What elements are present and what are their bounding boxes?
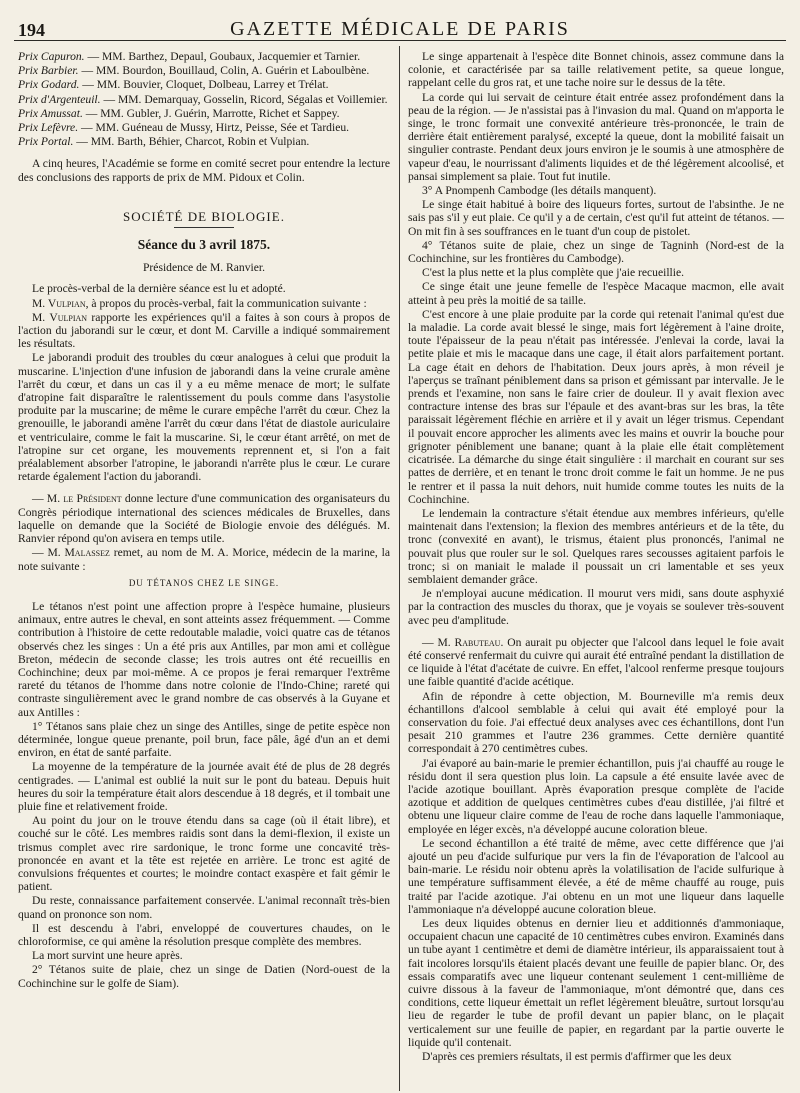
paragraph: D'après ces premiers résultats, il est permis d'affirmer que les deux bbox=[422, 1050, 732, 1064]
paragraph: Les deux liquides obtenus en dernier lieu et additionnés d'ammoniaque, occupaient chacun une capacité de 10 centimètres cubes environ. Examinés dans un tube ayant 1 centimètre et demi de diamètre intérieur, ils apparaissaient tout à fait incolores lorsqu'ils étaient placés devant une feuille de papier blanc. Or, des essais comparatifs avec une liqueur contenant seulement 1 cent-millième de cuivre dissous à la faveur de l'ammoniaque, m'ont démontré que, dans ces conditions, cette liqueur émettait un reflet légèrement bleuâtre, surtout lorsqu'au lieu de regarder le tube de profil devant un papier blanc, on le plaçait verticalement sur une feuille de papier, en regardant par la partie ouverte le liquide qu'il contenait. bbox=[408, 917, 784, 1049]
paragraph: Le lendemain la contracture s'était étendue aux membres inférieurs, qu'elle maintenait dans l'extension; la flexion des membres antérieurs et de la tête, du tronc (convexité en avant), le trismus, étaient plus prononcés, l'animal ne pouvait plus que rouler sur le sol. Quelques rares secousses agitaient parfois le tronc; si on maniait le malade il poussait un cri lamentable et ses yeux semblaient demander grâce. bbox=[408, 506, 784, 586]
prize-entry: Prix d'Argenteuil. — MM. Demarquay, Gosselin, Ricord, Ségalas et Voillemier. bbox=[18, 92, 388, 106]
paragraph: Au point du jour on le trouve étendu dans sa cage (où il était libre), et couché sur le côté. Les membres raidis sont dans la demi-flexion, il existe un trismus complet avec rire sardonique, le tronc forme une concavité très-prononcée en avant et la tête est rejetée en arrière. Le tronc est agité de convulsions fréquentes et courtes; le moindre contact exaspère et fait gémir le patient. bbox=[18, 814, 390, 894]
paragraph: Le singe appartenait à l'espèce dite Bonnet chinois, assez commune dans la colonie, et caractérisée par sa taille relativement petite, sa queue longue, rappelant celle du gros rat, et une tache noire sur le dessus de la tête. bbox=[408, 50, 784, 90]
paragraph: La moyenne de la température de la journée avait été de plus de 28 degrés centigrades. — L'animal est oublié la nuit sur le pont du bateau. Depuis huit heures du soir la température était alors descendue à 18 degrés, et il tombait une pluie fine et relativement froide. bbox=[18, 760, 390, 813]
paragraph: Il est descendu à l'abri, enveloppé de couvertures chaudes, on le chloroformise, ce qui amène la résolution presque complète des membres. bbox=[18, 921, 390, 948]
paragraph: 2° Tétanos suite de plaie, chez un singe de Datien (Nord-ouest de la Cochinchine sur le golfe de Siam). bbox=[18, 963, 390, 990]
paragraph: Le singe était habitué à boire des liqueurs fortes, surtout de l'absinthe. Je ne sais pas s'il y eut plaie. Ce qu'il y a de certain, c'est qu'il fut atteint de tétanos. — On mit fin à ses souffrances en le tuant d'un coup de pistolet. bbox=[408, 198, 784, 238]
paragraph: M. Vulpian, à propos du procès-verbal, fait la communication suivante : bbox=[32, 296, 367, 310]
journal-title: GAZETTE MÉDICALE DE PARIS bbox=[230, 18, 570, 40]
paragraph: Afin de répondre à cette objection, M. Bourneville m'a remis deux échantillons d'alcool semblable à celui qui avait été employé pour la conservation du foie. J'ai effectué deux analyses avec ces échantillons, dont l'un pesait 210 grammes et l'autre 236 grammes. Cette dernière quantité correspondait à 270 centimètres cubes. bbox=[408, 689, 784, 756]
left-column bbox=[18, 50, 390, 1090]
prize-entry: Prix Lefèvre. — MM. Guéneau de Mussy, Hirtz, Peisse, Sée et Tardieu. bbox=[18, 121, 350, 135]
prize-entry: Prix Godard. — MM. Bouvier, Cloquet, Dolbeau, Larrey et Trélat. bbox=[18, 78, 329, 92]
page-header bbox=[14, 14, 786, 41]
paragraph: 3° A Pnompenh Cambodge (les détails manquent). bbox=[422, 184, 657, 198]
paragraph: — M. Malassez remet, au nom de M. A. Morice, médecin de la marine, la note suivante : bbox=[18, 546, 390, 573]
article-title: DU TÉTANOS CHEZ LE SINGE. bbox=[128, 577, 280, 588]
column-divider bbox=[399, 46, 400, 1091]
paragraph: J'ai évaporé au bain-marie le premier échantillon, puis j'ai chauffé au rouge le résidu dont il sera question plus loin. La capsule a été ensuite lavée avec de l'acide azotique bouillant. Après évaporation presque complète de l'acide azotique et addition de quelques centimètres cubes d'eau distillée, j'ai filtré et obtenu une liqueur claire comme de l'eau de roche dans laquelle l'ammoniaque, employée en léger excès, n'a développé aucune coloration bleue. bbox=[408, 756, 784, 836]
paragraph: 1° Tétanos sans plaie chez un singe des Antilles, singe de petite espèce non déterminée, longue queue prenante, poil brun, face pâle, âgé d'un an et demi environ, en état de santé parfaite. bbox=[18, 719, 390, 760]
session-title: Séance du 3 avril 1875. bbox=[137, 237, 271, 253]
paragraph: M. Vulpian rapporte les expériences qu'il a faites à son cours à propos de l'action du jaborandi sur le cœur, et dont M. Carville a indiqué sommairement les résultats. bbox=[18, 310, 390, 351]
paragraph: — M. Rabuteau. On aurait pu objecter que l'alcool dans lequel le foie avait été conservé renfermait du cuivre qui aurait été entraîné pendant la distillation de ce liquide à l'état d'acétate de cuivre. En effet, l'alcool renferme presque toujours une faible quantité d'acide acétique. bbox=[408, 635, 784, 689]
section-rule bbox=[174, 227, 234, 228]
paragraph: Le tétanos n'est point une affection propre à l'espèce humaine, plusieurs animaux, entre autres le cheval, en sont atteints assez fréquemment. — Comme contribution à l'histoire de cette redoutable maladie, voici quatre cas de tétanos observés chez les singes : Un a été pris aux Antilles, par mon ami et collègue Breton, médecin de seconde classe; les trois autres ont été recueillis en Cochinchine; deux par moi-même. A ce propos je ferai remarquer l'extrême rareté du tétanos de l'homme dans notre colonie de l'Indo-Chine; rareté qui contraste singulièrement avec le grand nombre de cas observés à la Guyane et aux Antilles : bbox=[18, 599, 390, 719]
page-number: 194 bbox=[18, 20, 45, 40]
prize-entry: Prix Portal. — MM. Barth, Béhier, Charcot, Robin et Vulpian. bbox=[18, 135, 310, 149]
closing-paragraph: A cinq heures, l'Académie se forme en comité secret pour entendre la lecture des conclusions des rapports de prix de MM. Pidoux et Colin. bbox=[18, 157, 390, 184]
paragraph: Le jaborandi produit des troubles du cœur analogues à celui que produit la muscarine. L'injection d'une infusion de jaborandi dans la veine crurale amène l'arrêt du cœur, et dans un cas il y a eu même menace de mort; le sulfate d'atropine fait disparaître le ralentissement du pouls comme dans l'asystolie produite par la muscarine; de même le curare empêche l'arrêt du cœur. Chez la grenouille, le jaborandi amène l'arrêt du cœur dans l'état de diastole auriculaire et ventriculaire, comme le fait la muscarine. Si, le cœur étant arrêté, on met de l'atropine sur cet organe, les mouvements reprennent et, si l'on a fait préalablement absorber l'atropine, le jaborandi n'arrête plus le cœur. Le curare retarde également l'action du jaborandi. bbox=[18, 351, 390, 484]
paragraph: La mort survint une heure après. bbox=[32, 949, 183, 963]
paragraph: 4° Tétanos suite de plaie, chez un singe de Tagninh (Nord-est de la Cochinchine, sur les frontières du Cambodge). bbox=[408, 238, 784, 266]
paragraph: Le procès-verbal de la dernière séance est lu et adopté. bbox=[32, 282, 286, 296]
paragraph: Du reste, connaissance parfaitement conservée. L'animal reconnaît très-bien quand on prononce son nom. bbox=[18, 894, 390, 921]
right-column bbox=[408, 50, 784, 1090]
society-title: SOCIÉTÉ DE BIOLOGIE. bbox=[123, 208, 285, 224]
prize-entry: Prix Barbier. — MM. Bourdon, Bouillaud, Colin, A. Guérin et Laboulbène. bbox=[18, 64, 370, 78]
paragraph: — M. le Président donne lecture d'une communication des organisateurs du Congrès périodique international des sciences médicales de Bruxelles, dans laquelle on demande que la Société de Biologie envoie des délégués. M. Ranvier répond qu'on avisera en temps utile. bbox=[18, 492, 390, 546]
paragraph: Le second échantillon a été traité de même, avec cette différence que j'ai ajouté un peu d'acide sulfurique pur vers la fin de l'évaporation de l'alcool au bain-marie. Le résidu noir obtenu après la volatilisation de l'acide sulfurique à une température suffisamment élevée, a été de même chauffé au rouge, puis traité par l'acide azotique. J'ai obtenu en un mot une liqueur dans laquelle l'ammoniaque n'a développé aucune coloration bleue. bbox=[408, 836, 784, 916]
paragraph: C'est encore à une plaie produite par la corde qui retenait l'animal qu'est due la maladie. La corde avait blessé le singe, mais fort légèrement à l'aine droite, toute l'épaisseur de la peau n'était pas intéressée. J'enlevai la corde, lavai la petite plaie et mis le macaque dans une cage, il était alors parfaitement portant. La cage était en dehors de l'habitation. Deux jours après, à mon réveil je l'aperçus se traînant péniblement dans sa prison et gémissant par intervalle. Je le prends et l'examine, non sans le faire crier de douleur. Il y avait flexion avec contracture intense des bras sur l'épaule et des avant-bras sur les bras, la tête paraissait légèrement fléchie en arrière et il y avait un léger trismus. Cependant il pouvait encore approcher les aliments avec les mains et ouvrir la bouche pour grignoter péniblement une banane; quant à la plaie elle était complètement cicatrisée. La démarche du singe était singulière : il marchait en courant sur ses pattes de derrière, et en tenant le tronc droit comme le fait un homme. Je ne pus le rentrer et il passa la nuit dehors, nuit humide comme toutes les nuits de la Cochinchine. bbox=[408, 307, 784, 506]
presidence-line: Présidence de M. Ranvier. bbox=[142, 261, 266, 275]
paragraph: La corde qui lui servait de ceinture était entrée assez profondément dans la peau de la région. — Je n'assistai pas à l'invasion du mal. Quand on m'apporta le singe, le tronc formait une convexité antérieure très-prononcée, le train de derrière était entièrement paralysé, excepté la queue, dont la mobilité faisait un singulier contraste. Pendant deux jours environ je le soumis à une atmosphère de vapeur d'eau, le nourrissant d'aliments liquides et de thé légèrement alcoolisé, et pansai simplement sa plaie. Tout fut inutile. bbox=[408, 90, 784, 183]
prize-entry: Prix Amussat. — MM. Gubler, J. Guérin, Marrotte, Richet et Sappey. bbox=[18, 106, 340, 120]
paragraph: Ce singe était une jeune femelle de l'espèce Macaque macmon, elle avait atteint à peu près la moitié de sa taille. bbox=[408, 280, 784, 307]
paragraph: C'est la plus nette et la plus complète que j'aie recueillie. bbox=[422, 266, 685, 280]
prize-entry: Prix Capuron. — MM. Barthez, Depaul, Goubaux, Jacquemier et Tarnier. bbox=[18, 50, 361, 63]
paragraph: Je n'employai aucune médication. Il mourut vers midi, sans doute asphyxié par la contraction des muscles du thorax, que je voyais se soulever très-souvent avec peu d'amplitude. bbox=[408, 587, 784, 627]
